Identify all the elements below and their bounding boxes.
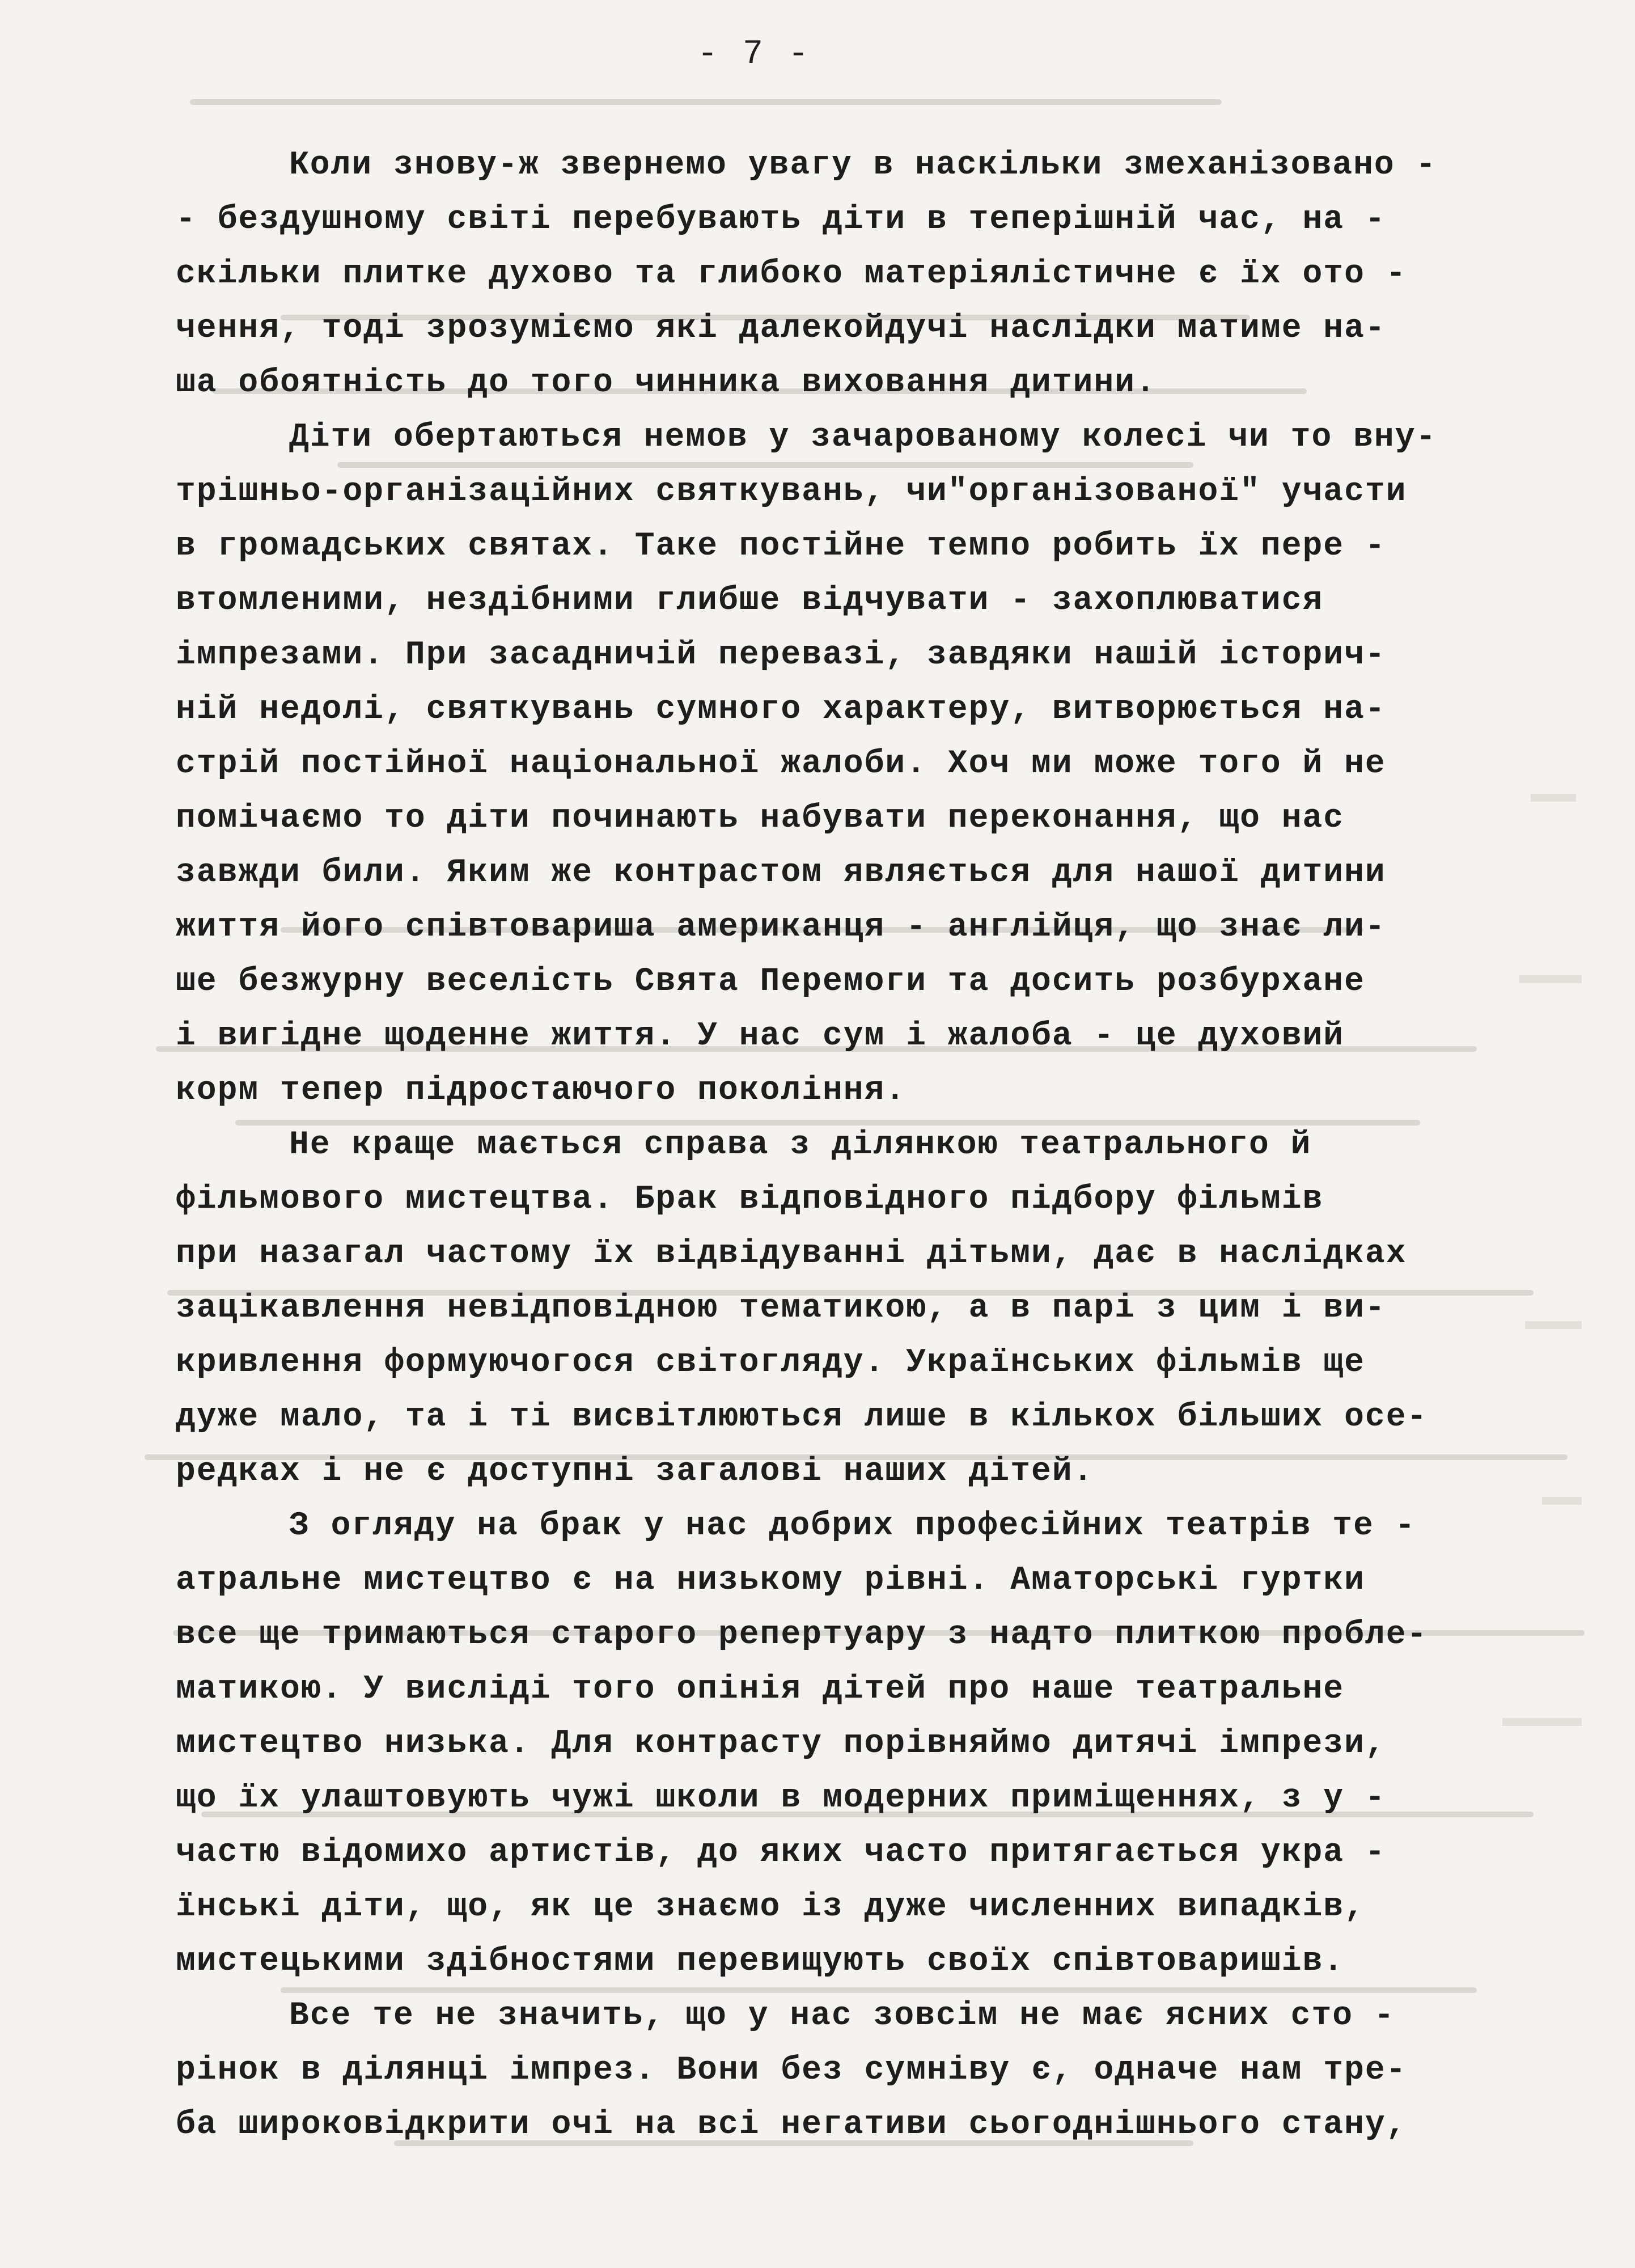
text-line: їнські діти, що, як це знаємо із дуже численних випадків, <box>176 1889 1365 1926</box>
text-line: скільки плитке духово та глибоко матеріялістичне є їх ото - <box>176 256 1407 293</box>
text-line: ша обоятність до того чинника виховання дитини. <box>176 365 1157 401</box>
text-line: Все те не значить, що у нас зовсім не має ясних сто - <box>289 1998 1395 2034</box>
text-line: матикою. У висліді того опінія дітей про наше театральне <box>176 1671 1345 1708</box>
text-line: Не краще мається справа з ділянкою театрального й <box>289 1127 1312 1163</box>
text-line: чення, тоді зрозуміємо які далекойдучі наслідки матиме на- <box>176 310 1386 347</box>
text-line: завжди били. Яким же контрастом являється для нашої дитини <box>176 854 1386 891</box>
text-line: рінок в ділянці імпрез. Вони без сумніву є, одначе нам тре- <box>176 2052 1407 2089</box>
text-line: при назагал частому їх відвідуванні дітьми, дає в наслідках <box>176 1235 1407 1272</box>
text-line: атральне мистецтво є на низькому рівні. Аматорські гуртки <box>176 1562 1365 1599</box>
text-line: помічаємо то діти починають набувати переконання, що нас <box>176 800 1345 837</box>
text-line: мистецтво низька. Для контрасту порівняймо дитячі імпрези, <box>176 1725 1386 1762</box>
text-line: фільмового мистецтва. Брак відповідного підбору фільмів <box>176 1181 1324 1218</box>
text-line: частю відомихо артистів, до яких часто притягається укра - <box>176 1834 1386 1871</box>
text-line: Діти обертаються немов у зачарованому колесі чи то вну- <box>289 419 1437 456</box>
text-line: кривлення формуючогося світогляду. Українських фільмів ще <box>176 1344 1365 1381</box>
text-line: мистецькими здібностями перевищують своїх співтоваришів. <box>176 1943 1345 1980</box>
text-line: - бездушному світі перебувають діти в теперішній час, на - <box>176 201 1386 238</box>
text-line: життя його співтоваришa американця - англійця, що знає ли- <box>176 909 1386 946</box>
text-line: ба широковідкрити очі на всі негативи сьогоднішнього стану, <box>176 2106 1407 2143</box>
text-line: трішньо-організаційних святкувань, чи"організованої" участи <box>176 473 1407 510</box>
text-line: ше безжурну веселість Свята Перемоги та досить розбурхане <box>176 963 1365 1000</box>
text-line: редках і не є доступні загалові наших дітей. <box>176 1453 1094 1490</box>
text-line: дуже мало, та і ті висвітлюються лише в кількох більших осе- <box>176 1399 1428 1436</box>
text-line: Коли знову-ж звернемо увагу в наскільки змеханізовано - <box>289 147 1437 184</box>
text-line: в громадських святах. Таке постійне темпо робить їх пере - <box>176 528 1386 565</box>
text-line: З огляду на брак у нас добрих професійних театрів те - <box>289 1508 1416 1545</box>
text-line: стрій постійної національної жалоби. Хоч ми може того й не <box>176 746 1386 782</box>
text-line: втомленими, нездібними глибше відчувати - захоплюватися <box>176 582 1324 619</box>
text-line: і вигідне щоденне життя. У нас сум і жалоба - це духовий <box>176 1018 1345 1055</box>
text-line: що їх улаштовують чужі школи в модерних приміщеннях, з у - <box>176 1780 1386 1817</box>
text-line: корм тепер підростаючого покоління. <box>176 1072 907 1109</box>
text-line: імпрезами. При засадничій перевазі, завдяки нашій історич- <box>176 637 1386 674</box>
text-line: все ще тримаються старого репертуару з надто плиткою пробле- <box>176 1617 1428 1653</box>
page-number: - 7 - <box>697 35 811 74</box>
text-line: зацікавлення невідповідною тематикою, а в парі з цим і ви- <box>176 1290 1386 1327</box>
text-line: ній недолі, святкувань сумного характеру, витворюється на- <box>176 691 1386 728</box>
